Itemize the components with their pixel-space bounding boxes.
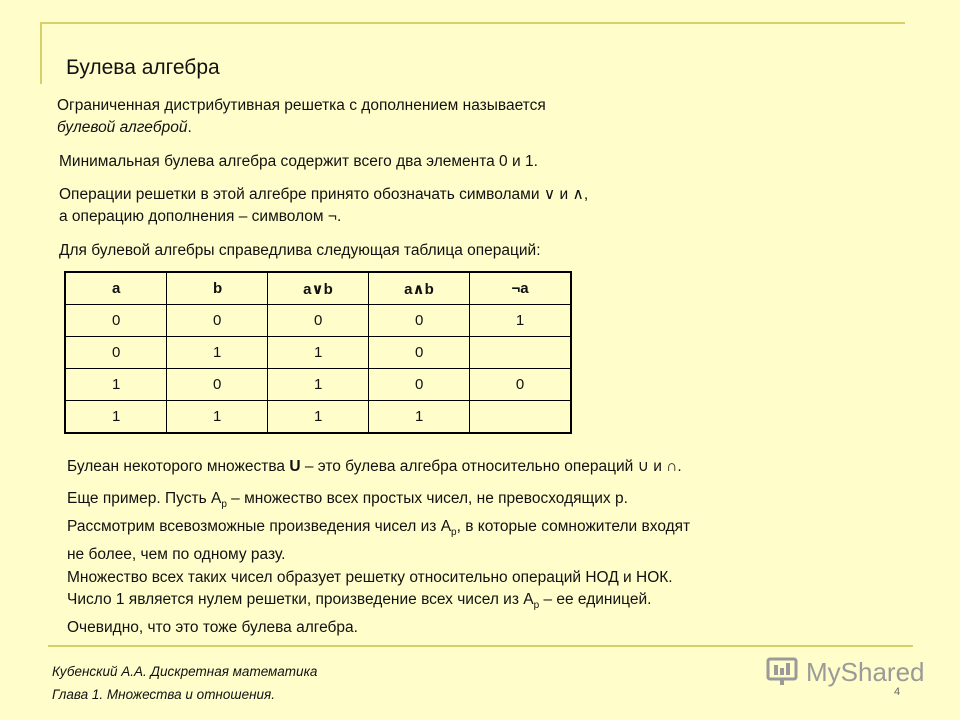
left-border [40, 22, 42, 84]
table-cell: 0 [268, 305, 369, 337]
footer [52, 660, 317, 706]
example-line [67, 488, 690, 516]
table-intro-paragraph: Для булевой алгебры справедлива следующая таблица операций: [59, 242, 541, 259]
table-cell: 0 [167, 369, 268, 401]
table-cell: 0 [167, 305, 268, 337]
text-span: Операции решетки в этой алгебре принято обозначать символами [59, 186, 544, 203]
subscript-p: p [533, 600, 540, 612]
table-cell: 1 [65, 401, 167, 434]
header-not: ¬a [470, 272, 572, 305]
table-cell: 1 [167, 401, 268, 434]
text-span: – это булева алгебра относительно операций [300, 458, 638, 475]
or-symbol: ∨ [543, 186, 556, 203]
minimal-algebra-paragraph: Минимальная булева алгебра содержит всего два элемента 0 и 1. [59, 153, 538, 170]
example-line: не более, чем по одному разу. [67, 546, 286, 564]
punctuation: . [677, 458, 682, 475]
table-cell [470, 401, 572, 434]
term-emphasis: булевой алгеброй [57, 119, 188, 136]
operations-line [59, 184, 588, 206]
header-b: b [167, 272, 268, 305]
punctuation: , [583, 186, 589, 203]
footer-author: Кубенский А.А. Дискретная математика [52, 664, 318, 679]
text-span: Рассмотрим всевозможные произведения чисел из A [67, 518, 452, 536]
table-cell: 1 [268, 337, 369, 369]
table-cell: 1 [268, 401, 369, 434]
text-span: – ее единицей. [539, 591, 652, 608]
top-border [40, 22, 905, 24]
text-span: Булеан некоторого множества [67, 458, 290, 475]
watermark-text: MyShared [806, 657, 925, 687]
table-row [65, 401, 571, 434]
table-cell: 0 [369, 305, 470, 337]
text-span: , в которые сомножители входят [456, 518, 691, 536]
not-symbol: ¬ [327, 208, 337, 225]
conclusion-line: Очевидно, что это тоже булева алгебра. [67, 619, 358, 637]
table-header-row [65, 272, 571, 305]
table-row [65, 305, 571, 337]
union-symbol: ∪ [637, 458, 649, 475]
table-cell: 1 [369, 401, 470, 434]
table-cell: 1 [167, 337, 268, 369]
conclusion-line: Множество всех таких чисел образует решетку относительно операций НОД и НОК. [67, 569, 673, 586]
watermark-logo [766, 655, 926, 689]
definition-line [57, 117, 546, 139]
table-row [65, 369, 571, 401]
operations-line [59, 206, 588, 228]
operations-table [64, 271, 572, 434]
footer-chapter: Глава 1. Множества и отношения. [52, 687, 275, 702]
text-span: и [555, 186, 573, 203]
table-cell: 0 [65, 305, 167, 337]
presentation-icon [766, 657, 798, 687]
table-cell: 1 [470, 305, 572, 337]
table-cell: 1 [268, 369, 369, 401]
table-cell: 0 [65, 337, 167, 369]
text-span: и [648, 458, 667, 475]
bottom-border [48, 645, 913, 647]
example-paragraph [67, 488, 690, 566]
table-cell [470, 337, 572, 369]
set-name: U [289, 458, 301, 475]
conclusion-paragraph [67, 567, 673, 639]
header-a: a [65, 272, 167, 305]
table-row [65, 337, 571, 369]
definition-paragraph [57, 95, 546, 139]
table-cell: 0 [369, 369, 470, 401]
page-number: 4 [894, 686, 901, 698]
example-line [67, 516, 690, 544]
slide-title: Булева алгебра [66, 56, 220, 79]
text-span: а операцию дополнения – символом [59, 208, 328, 225]
table-cell: 0 [470, 369, 572, 401]
subscript-p: p [451, 527, 457, 539]
and-symbol: ∧ [572, 186, 584, 203]
definition-line: Ограниченная дистрибутивная решетка с дополнением называется [57, 97, 546, 114]
header-and: a∧b [369, 272, 470, 305]
punctuation: . [336, 208, 342, 225]
punctuation: . [187, 119, 192, 136]
boolean-set-paragraph [67, 456, 682, 478]
header-or: a∨b [268, 272, 369, 305]
conclusion-line [67, 589, 673, 617]
operations-paragraph [59, 184, 588, 228]
text-span: – множество всех простых чисел, не превосходящих p. [226, 490, 628, 507]
text-span: Еще пример. Пусть A [67, 490, 222, 507]
table-cell: 0 [369, 337, 470, 369]
intersection-symbol: ∩ [666, 458, 678, 475]
text-span: Число 1 является нулем решетки, произведение всех чисел из A [67, 591, 534, 608]
subscript-p: p [221, 499, 227, 511]
table-cell: 1 [65, 369, 167, 401]
